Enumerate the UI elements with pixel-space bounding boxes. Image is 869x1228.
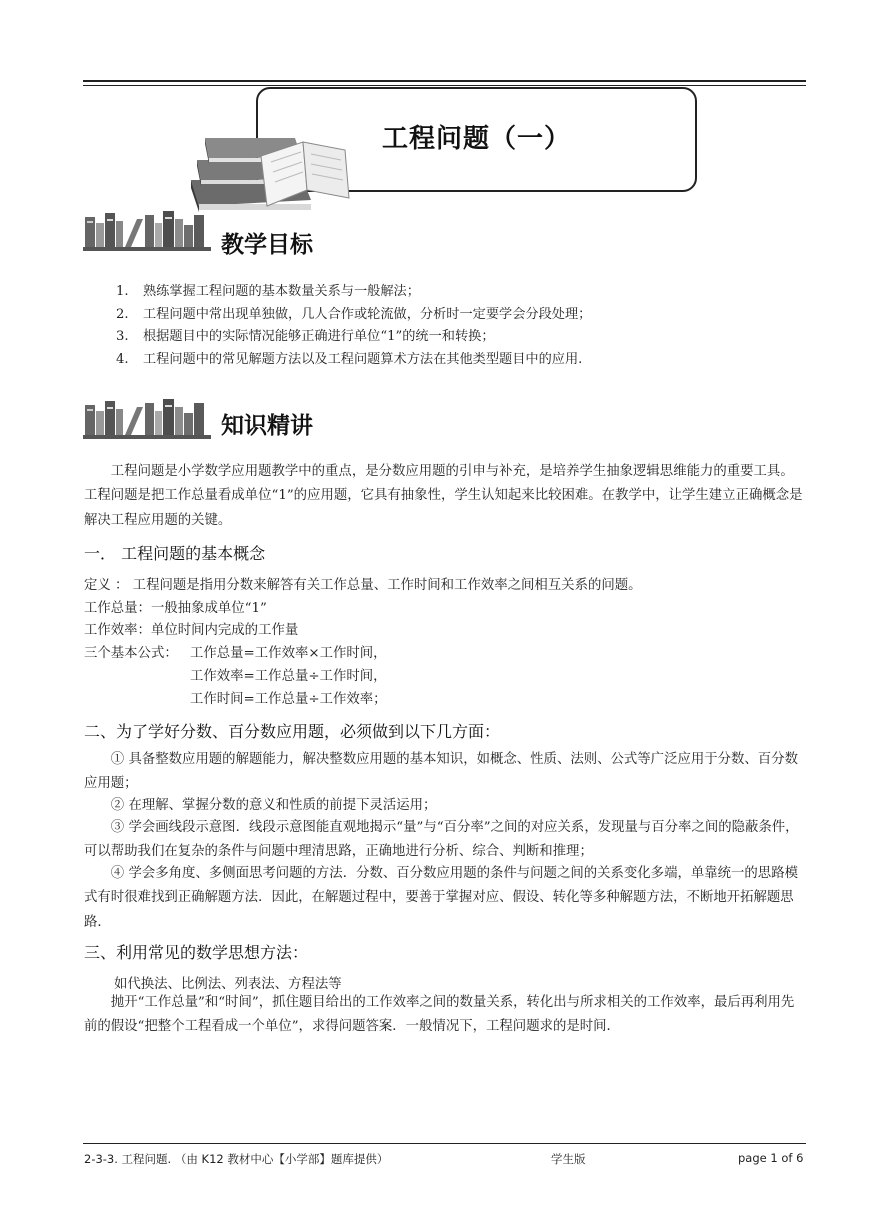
objective-number: 2. [116, 307, 129, 322]
objective-text: 工程问题中的常见解题方法以及工程问题算术方法在其他类型题目中的应用. [143, 352, 583, 367]
formula-line: 工作时间=工作总量÷工作效率； [190, 692, 387, 707]
part2-item: ② 在理解、掌握分数的意义和性质的前提下灵活运用； [110, 798, 437, 813]
formula-line: 工作总量=工作效率×工作时间， [190, 646, 387, 661]
objective-item [116, 284, 420, 300]
objective-item [116, 307, 591, 323]
intro-paragraph: 工程问题是小学数学应用题教学中的重点，是分数应用题的引申与补充，是培养学生抽象逻辑思维能力的重要工具。工程问题是把工作总量看成单位“1”的应用题，它具有抽象性，学生认知起来比较困难。在教学中，让学生建立正确概念是解决工程应用题的关键。 [84, 464, 803, 528]
header-rule-thick [83, 80, 806, 82]
objective-text: 熟练掌握工程问题的基本数量关系与一般解法； [143, 284, 420, 299]
section-title-knowledge: 知识精讲 [221, 413, 313, 439]
books-illustration-icon [183, 128, 353, 214]
footer-rule [83, 1143, 806, 1144]
header-rule-thin [83, 85, 806, 86]
part2-item: ③ 学会画线段示意图．线段示意图能直观地揭示“量”与“百分率”之间的对应关系，发现量与百分率之间的隐蔽条件，可以帮助我们在复杂的条件与问题中理清思路，正确地进行分析、综合、判断和推理； [84, 820, 799, 860]
bookshelf-section-icon [83, 397, 211, 439]
formula-line: 工作效率=工作总量÷工作时间， [190, 669, 387, 684]
part2-item: ① 具备整数应用题的解题能力，解决整数应用题的基本知识，如概念、性质、法则、公式等广泛应用于分数、百分数应用题； [84, 752, 798, 792]
part3-heading: 三、利用常见的数学思想方法： [84, 943, 309, 962]
page-title: 工程问题（一） [381, 124, 571, 154]
objective-text: 工程问题中常出现单独做，几人合作或轮流做，分析时一定要学会分段处理； [143, 307, 592, 322]
footer-edition: 学生版 [551, 1152, 586, 1166]
efficiency-line: 工作效率：单位时间内完成的工作量 [84, 623, 299, 638]
objective-number: 4. [116, 352, 129, 367]
part3-methods: 如代换法、比例法、列表法、方程法等 [114, 977, 342, 992]
objective-item [116, 352, 582, 368]
bookshelf-section-icon [83, 209, 211, 251]
part2-heading: 二、为了学好分数、百分数应用题，必须做到以下几方面： [84, 722, 501, 741]
footer-source: 2-3-3. 工程问题. （由 K12 教材中心【小学部】题库提供） [84, 1152, 389, 1166]
section-title-objectives: 教学目标 [221, 232, 313, 258]
objective-item [116, 329, 495, 345]
part3-paragraph: 抛开“工作总量”和“时间”，抓住题目给出的工作效率之间的数量关系，转化出与所求相关的工作效率，最后再利用先前的假设“把整个工程看成一个单位”，求得问题答案．一般情况下，工程问题求的是时间． [84, 995, 795, 1035]
part1-heading: 一． 工程问题的基本概念 [84, 544, 266, 563]
total-line: 工作总量：一般抽象成单位“1” [84, 601, 267, 616]
footer-page-number: page 1 of 6 [738, 1151, 804, 1165]
objective-number: 3. [116, 329, 129, 344]
definition-line: 定义 ： 工程问题是指用分数来解答有关工作总量、工作时间和工作效率之间相互关系的问题。 [84, 578, 642, 593]
formulas-label: 三个基本公式： [84, 646, 178, 661]
objective-number: 1. [116, 284, 129, 299]
objective-text: 根据题目中的实际情况能够正确进行单位“1”的统一和转换； [143, 329, 495, 344]
part2-item: ④ 学会多角度、多侧面思考问题的方法．分数、百分数应用题的条件与问题之间的关系变化多端，单靠统一的思路模式有时很难找到正确解题方法．因此，在解题过程中，要善于掌握对应、假设、转化等多种解题方法，不断地开拓解题思路． [84, 866, 798, 930]
